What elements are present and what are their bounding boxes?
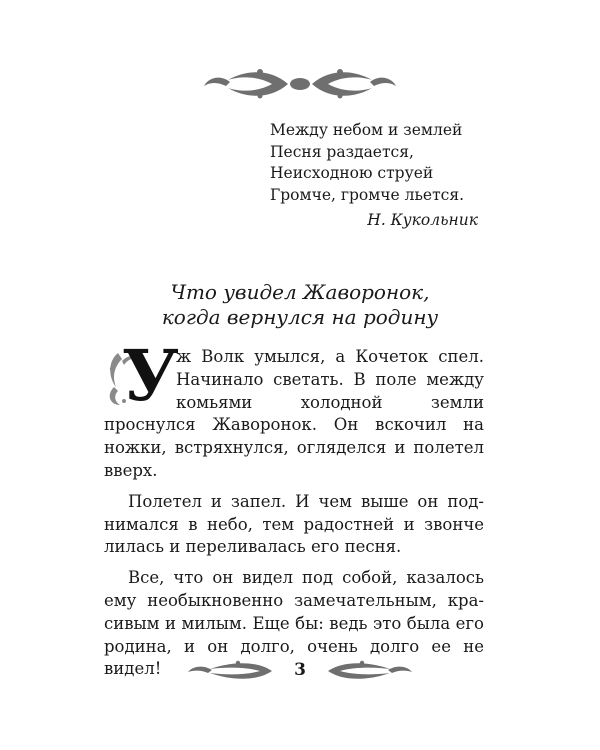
epigraph — [270, 120, 510, 206]
story-paragraph: Полетел и запел. И чем выше он поднимался в небо, тем радостней и звонче лилась и переливалась его песня. — [104, 491, 484, 557]
drop-cap-letter: У — [122, 334, 179, 417]
story-paragraph — [104, 334, 484, 483]
story-title-line: когда вернулся на родину — [161, 305, 439, 329]
story-paragraph: Все, что он видел под собой, казалось ему необыкновенно замечательным, красивым и милым. Еще бы: ведь это была его родина, и он долго, очень долго ее не видел! — [104, 568, 484, 679]
story-body — [104, 334, 484, 681]
story-title-line: Что увидел Жаворонок, — [170, 280, 430, 304]
story-title — [100, 280, 500, 330]
paragraph-text: ж Волк умылся, а Кочеток спел. Начинало светать. В поле между комьями холодной земли проснулся Жаворонок. Он вскочил на ножки, встряхнулся, огляделся и полетел вверх. — [104, 347, 484, 480]
epigraph-line: Между небом и землей — [270, 121, 463, 139]
drop-cap — [104, 334, 179, 417]
page-number: 3 — [294, 660, 306, 680]
epigraph-author: Н. Кукольник — [367, 211, 478, 229]
epigraph-line: Песня раздается, — [270, 142, 414, 161]
top-ornament-icon — [200, 64, 400, 104]
epigraph-line: Неисходною струей — [270, 164, 434, 182]
epigraph-line: Громче, громче льется. — [270, 185, 465, 204]
